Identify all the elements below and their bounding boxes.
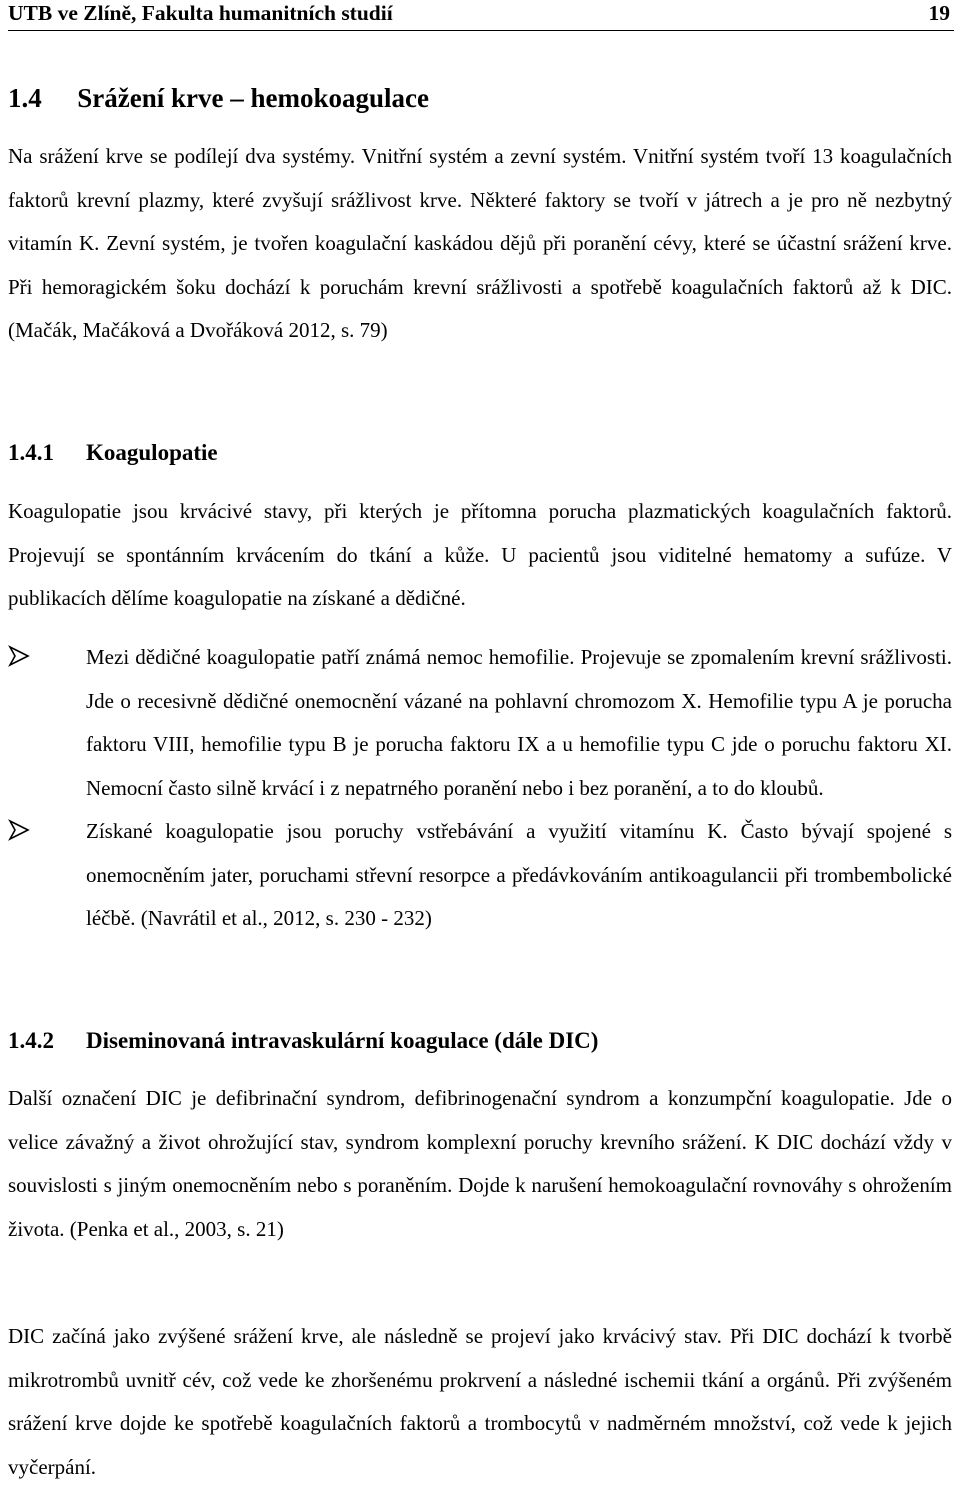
koagulopatie-list	[8, 636, 952, 941]
list-item	[8, 636, 952, 810]
section-paragraph: Na srážení krve se podílejí dva systémy. Vnitřní systém a zevní systém. Vnitřní systém tvoří 13 koagulačních faktorů krevní plazmy, které zvyšují srážlivost krve. Některé faktory se tvoří v játrech a je pro ně nezbytný vitamín K. Zevní systém, je tvořen koagulační kaskádou dějů při poranění cévy, které se účastní srážení krve. Při hemoragickém šoku dochází k poruchám krevní srážlivosti a spotřebě koagulačních faktorů až k DIC. (Mačák, Mačáková a Dvořáková 2012, s. 79)	[8, 144, 952, 342]
subsection2-paragraph1: Další označení DIC je defibrinační syndrom, defibrinogenační syndrom a konzumpční koagulopatie. Jde o velice závažný a život ohrožující stav, syndrom komplexní poruchy krevního srážení. K DIC dochází vždy v souvislosti s jiným onemocněním nebo s poraněním. Dojde k narušení hemokoagulační rovnováhy s ohrožením života. (Penka et al., 2003, s. 21)	[8, 1086, 952, 1241]
bullet-text-ziskane: Získané koagulopatie jsou poruchy vstřebávání a využití vitamínu K. Často bývají spojené s onemocněním jater, poruchami střevní resorpce a předávkováním antikoagulancii při trombembolické léčbě. (Navrátil et al., 2012, s. 230 - 232)	[86, 819, 952, 930]
subsection2-paragraph2: DIC začíná jako zvýšené srážení krve, ale následně se projeví jako krvácivý stav. Při DIC dochází k tvorbě mikrotrombů uvnitř cév, což vede ke zhoršenému prokrvení a následné ischemii tkání a orgánů. Při zvýšeném srážení krve dojde ke spotřebě koagulačních faktorů a trombocytů v nadměrném množství, což vede k jejich vyčerpání.	[8, 1324, 952, 1479]
header-institution: UTB ve Zlíně, Fakulta humanitních studií	[8, 1, 393, 25]
header-page-number: 19	[928, 1, 950, 25]
arrowhead-bullet-icon	[8, 645, 30, 667]
bullet-text-hemofilie: Mezi dědičné koagulopatie patří známá nemoc hemofilie. Projevuje se zpomalením krevní srážlivosti. Jde o recesivně dědičné onemocnění vázané na pohlavní chromozom X. Hemofilie typu A je porucha faktoru VIII, hemofilie typu B je porucha faktoru IX a u hemofilie typu C jde o poruchu faktoru XI. Nemocní často silně krvácí i z nepatrného poranění nebo i bez poranění, a to do kloubů.	[86, 645, 952, 800]
section-title: Srážení krve – hemokoagulace	[77, 83, 429, 113]
running-header	[8, 0, 954, 31]
subsection2-title: Diseminovaná intravaskulární koagulace (dále DIC)	[86, 1028, 599, 1053]
subsection2-number: 1.4.2	[8, 1028, 54, 1053]
section-heading	[8, 78, 429, 118]
arrowhead-bullet-icon	[8, 819, 30, 841]
subsection1-title: Koagulopatie	[86, 440, 218, 465]
subsection2-heading	[8, 1024, 598, 1058]
subsection1-number: 1.4.1	[8, 440, 54, 465]
section-number: 1.4	[8, 83, 42, 113]
subsection1-heading	[8, 436, 218, 470]
subsection1-paragraph: Koagulopatie jsou krvácivé stavy, při kterých je přítomna porucha plazmatických koagulačních faktorů. Projevují se spontánním krvácením do tkání a kůže. U pacientů jsou viditelné hematomy a sufúze. V publikacích dělíme koagulopatie na získané a dědičné.	[8, 499, 952, 610]
list-item	[8, 810, 952, 941]
